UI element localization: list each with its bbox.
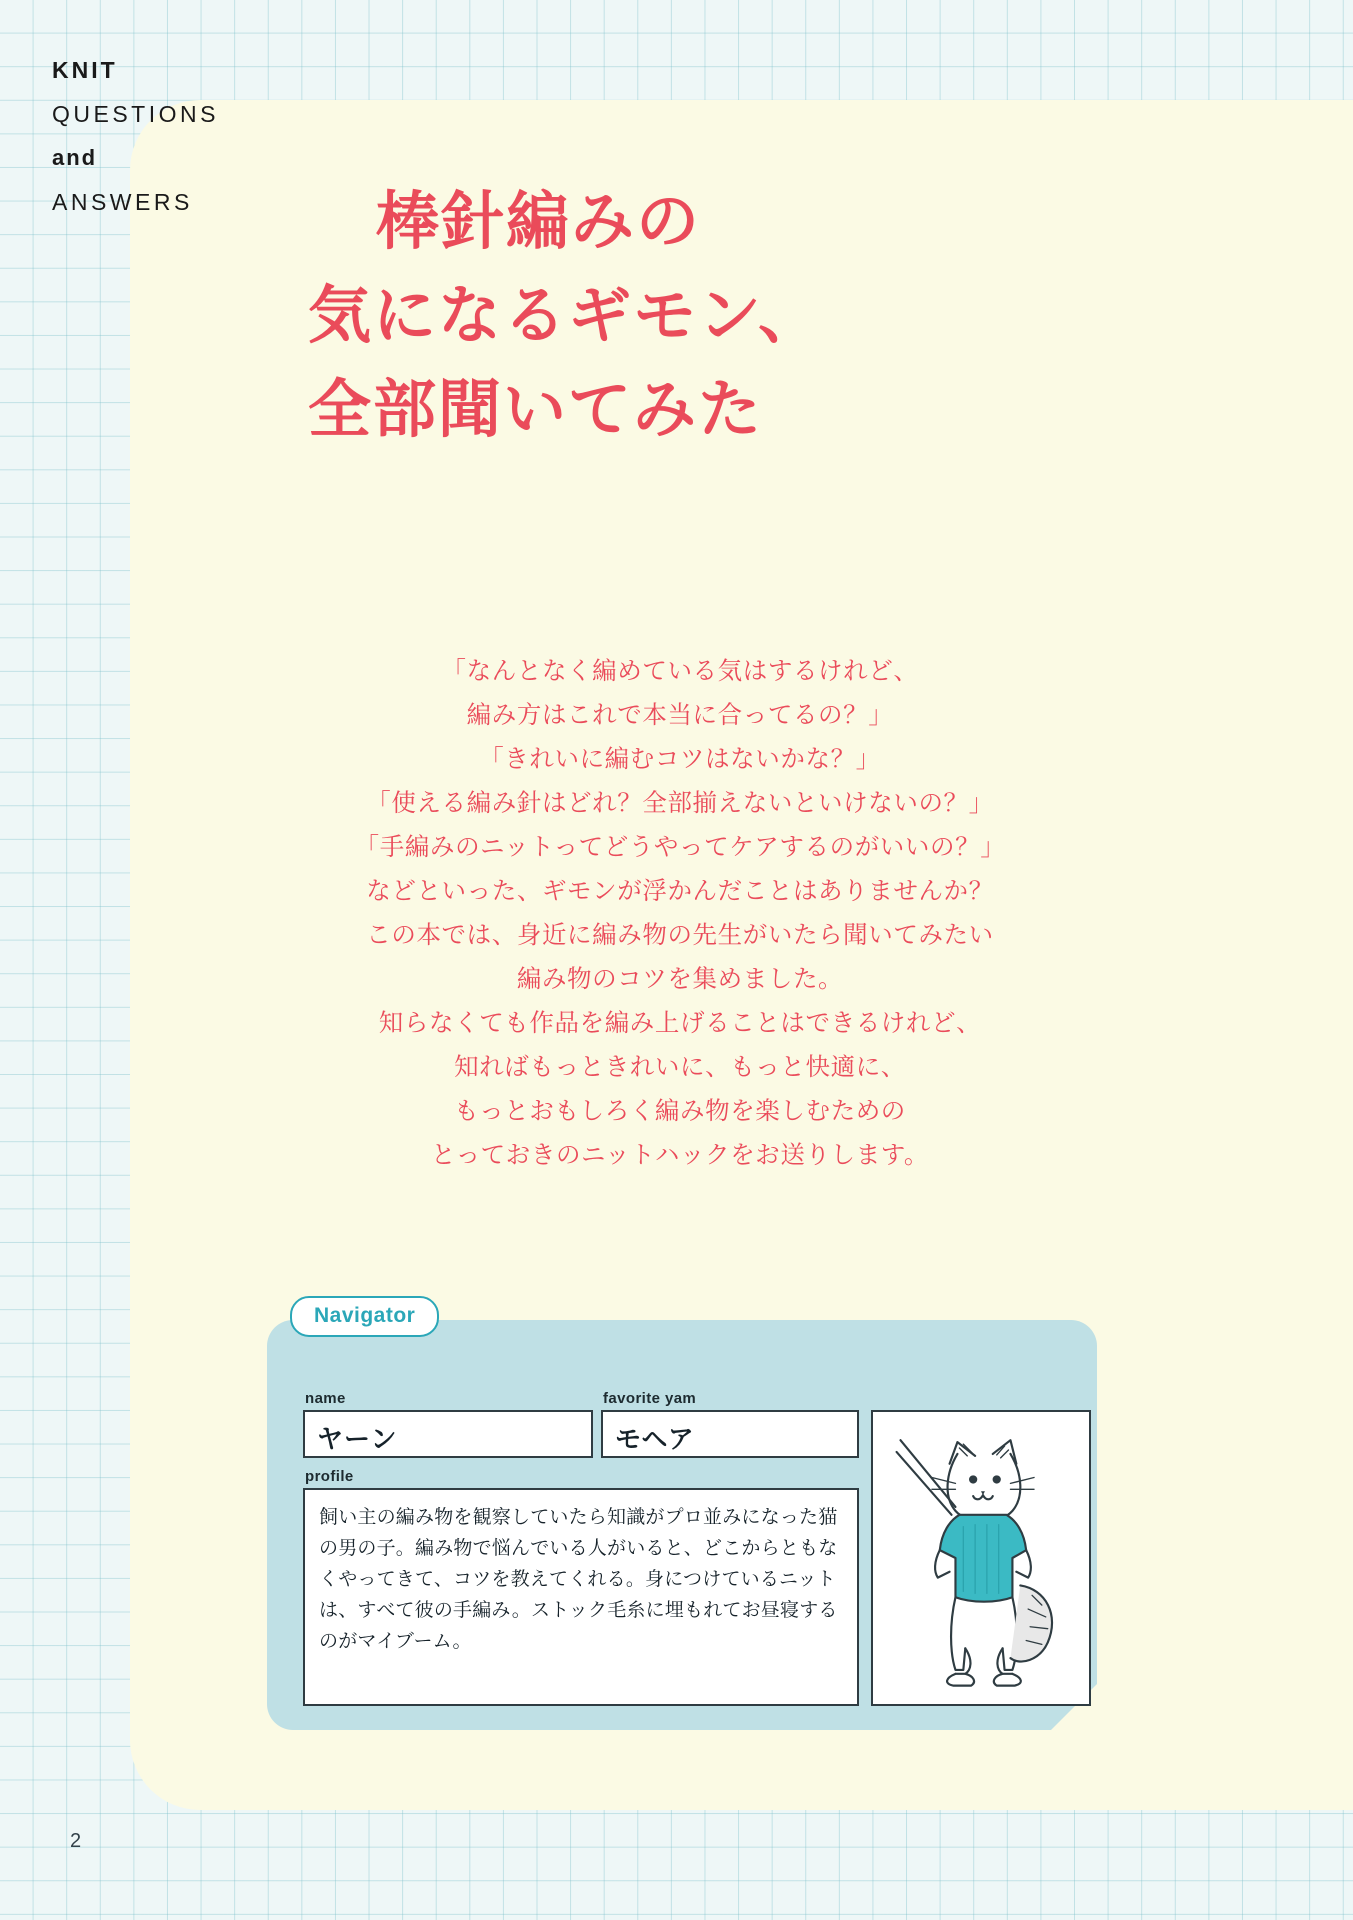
profile-field-value: 飼い主の編み物を観察していたら知識がプロ並みになった猫の男の子。編み物で悩んでいる人がいると、どこからともなくやってきて、コツを教えてくれる。身につけているニットは、すべて彼の手編み。ストック毛糸に埋もれてお昼寝するのがマイブーム。: [303, 1488, 859, 1706]
intro-line: もっとおもしろく編み物を楽しむための: [454, 1098, 906, 1125]
intro-line: 「なんとなく編めている気はするけれど、: [441, 658, 919, 685]
intro-line: などといった、ギモンが浮かんだことはありませんか？: [366, 878, 994, 905]
page-number: 2: [70, 1830, 82, 1852]
intro-line: 「使える編み針はどれ？全部揃えないといけないの？」: [366, 790, 994, 817]
intro-line: この本では、身近に編み物の先生がいたら聞いてみたい: [366, 922, 994, 949]
name-field-value: ヤーン: [303, 1410, 593, 1458]
name-field-label: name: [305, 1390, 346, 1407]
intro-line: 「手編みのニットってどうやってケアするのがいいの？」: [354, 834, 1006, 861]
page-title-line-2: 気になるギモン、: [308, 281, 823, 351]
page-title-line-3: 全部聞いてみた: [308, 375, 763, 445]
intro-paragraph: [210, 650, 1150, 1178]
page-title-line-1: 棒針編みの: [376, 187, 701, 257]
intro-line: 編み方はこれで本当に合ってるの？」: [466, 702, 894, 729]
cat-navigator-illustration: [871, 1410, 1091, 1706]
series-label-line-2: QUESTIONS: [52, 101, 219, 127]
intro-line: 「きれいに編むコツはないかな？」: [479, 746, 881, 773]
profile-field-label: profile: [305, 1468, 354, 1485]
intro-line: 知ればもっときれいに、もっと快適に、: [454, 1054, 906, 1081]
page-title: [308, 175, 970, 457]
intro-line: とっておきのニットハックをお送りします。: [430, 1142, 930, 1169]
favorite-yarn-field-label: favorite yam: [603, 1390, 697, 1407]
favorite-yarn-field-value: モヘア: [601, 1410, 859, 1458]
series-label: [52, 48, 292, 224]
series-label-line-3: and: [52, 145, 98, 170]
series-label-line-4: ANSWERS: [52, 189, 193, 215]
cat-illustration-svg: [873, 1412, 1089, 1704]
series-label-line-1: KNIT: [52, 57, 118, 83]
intro-line: 知らなくても作品を編み上げることはできるけれど、: [378, 1010, 982, 1037]
intro-line: 編み物のコツを集めました。: [516, 966, 844, 993]
navigator-tab-label: Navigator: [290, 1296, 439, 1337]
